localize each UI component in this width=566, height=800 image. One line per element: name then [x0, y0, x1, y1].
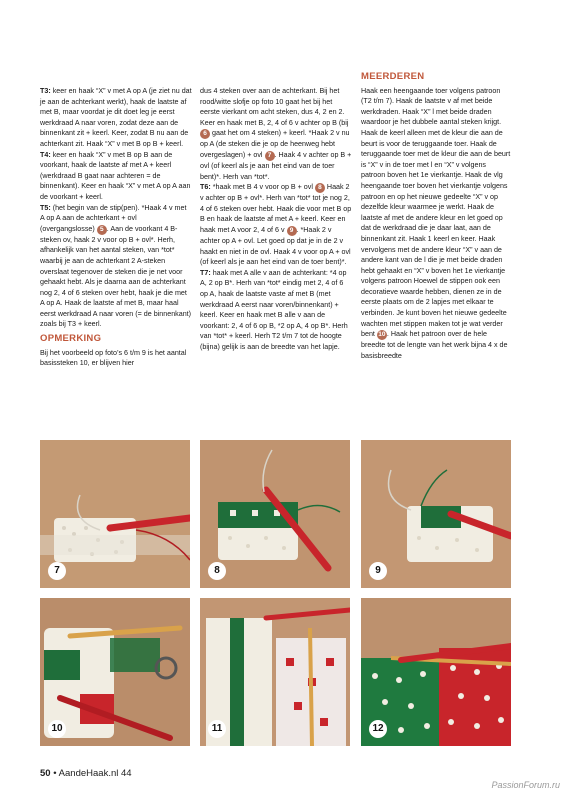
paragraph-t5 [40, 203, 192, 331]
photo-ref-badge: 5 [97, 225, 107, 235]
text-run: *haak met B 4 v voor op B + ovl [210, 183, 315, 192]
text-run: dus 4 steken over aan de achterkant. Bij het rood/witte slofje op foto 10 gaat het bij het eerste vierkant om acht steken, dus 4, 2 en 2. Keer en haak met B, 2, 4 of 6 v achter op B (bij [200, 87, 349, 127]
text-run: . Haak het patroon over de hele breedte tot de lengte van het werk bijna 4 x de basisbreedte [361, 330, 508, 360]
text-run: haak met A alle v aan de achterkant: *4 op A, 2 op B*. Herh van *tot* eindig met 2, 4 of 6 op A, haak de laatste vaste af met B (met werkdraad A eerst naar voren/binnenkant) + keerl. Keer en haak met B alle v aan de voorkant: 2, 4 of 6 op B, *2 op A, 4 op B*. Herh van *tot* + keerl. Herh T2 t/m 7 tot de hoogte (bijna) gelijk is aan de breedte van het lapje. [200, 268, 348, 351]
paragraph-t7 [200, 268, 352, 353]
photo-number-badge: 7 [48, 562, 66, 580]
round-text-t5-cont: . Aan de voorkant 4 B-steken ov, haak 2 v voor op B + ovl*. Herh, afhankelijk van het aantal steken, van *tot* waarbij je aan de achterkant 2 A-steken overslaat tegenover de steken die je net voor gehaakt hebt. Als je daarna aan de achterkant nog 2, 4 of 6 steken over hebt, haak je die met A op A. Haak de laatste af met B, maar haal eerst werkdraad A naar voren (= de binnenkant) zoals bij T3 + keerl. [40, 224, 192, 329]
paragraph-t6 [200, 182, 352, 268]
photo-8 [200, 440, 350, 588]
photo-ref-badge: 10 [378, 331, 386, 339]
text-column-3 [361, 71, 511, 361]
watermark: PassionForum.ru [491, 780, 560, 790]
text-run: . Haak 4 v achter op B + ovl (of keerl als je aan het eind van de toer bent)*. Herh van *tot*. [200, 150, 352, 181]
round-label-t5: T5: [40, 203, 51, 212]
photo-number-badge: 9 [369, 562, 387, 580]
page-footer [40, 768, 132, 779]
section-heading-meerderen: MEERDEREN [361, 71, 425, 82]
round-text-t5: (het begin van de stip(pen). *Haak 4 v met A op A aan de achterkant + ovl (overgangslosse) [40, 203, 187, 233]
round-label-t3: T3: [40, 87, 51, 95]
photo-10 [40, 598, 190, 746]
text-run: gaat het om 4 steken) + keerl. *Haak 2 v nu op A (de steken die je op de heenweg hebt overgeslagen) + ovl [200, 129, 350, 159]
paragraph-intro [200, 86, 352, 182]
photo-11 [200, 598, 350, 746]
photo-number-badge: 12 [369, 720, 387, 738]
photo-number-badge: 11 [208, 720, 226, 738]
round-text-t3: keer en haak “X” v met A op A (je ziet nu dat je aan de achterkant werkt), haak de laatste af met B, maar voordat je dit doet leg je eerst werkdraad A naar voren, zodat deze aan de binnenkant zit + keerl. Keer, zodat B nu aan de achterkant zit. Haak “X” v met B op B + keerl. [40, 87, 192, 148]
text-run: Haak een heengaande toer volgens patroon (T2 t/m 7). Haak de laatste v af met beide werkdraden. Haak “X” l met beide draden waardoor je het dubbele aantal steken krijgt. Haak de keerl alleen met de kleur die aan de beurt is voor de teruggaande toer. Haak de teruggaande toer met de kleur die aan de beurt is “X” v in de toer met l en “X” v volgens patroon boven het 1e vierkantje. Haak de vlg heengaande toer boven het vierkantje volgens patroon en op het nieuwe gedeelte “X” v op dezelfde kleur waarmee je werkt. Haak de laatste af met de andere kleur en let goed op dat de werkdraad die je daar laat, aan de binnenkant zit. Haak 1 keerl en keer. Haak vervolgens met de andere kleur “X” v aan de andere kant van de l die je met beide draden hebt gehaakt en “X” v boven het 1e vierkantje volgens patroon Hoewel de stippen ook een decoratieve waarde hebben, dienen ze in de eerste plaats om de 2 lapjes met elkaar te verbinden. Je kunt boven het nieuwe gedeelte wachten met stippen maken tot je wat verder bent [361, 86, 511, 339]
photo-number-badge: 8 [208, 562, 226, 580]
magazine-issue: AandeHaak.nl 44 [58, 768, 132, 779]
paragraph-t4 [40, 150, 192, 203]
text-run: Haak 2 v achter op B + ovl*. Herh van *tot* tot je nog 2, 4 of 6 steken over hebt. Haak die voor met B op B en haak de laatste af met A + keerl. Keer en haak met A voor 2, 4 of 6 v [200, 183, 352, 234]
photo-9 [361, 440, 511, 588]
text-column-1 [40, 86, 192, 369]
text-run: . *Haak 2 v achter op A + ovl. Let goed op dat je in de 2 v haakt en niet in de ovl. Haak 4 v voor op A + ovl (of keerl als je aan het eind van de toer bent)*. [200, 225, 351, 267]
photo-ref-badge: 9 [287, 226, 297, 236]
photo-12 [361, 598, 511, 746]
section-heading-opmerking: OPMERKING [40, 333, 102, 345]
photo-ref-badge: 6 [200, 129, 210, 139]
round-label-t7: T7: [200, 268, 211, 277]
round-text-t4: keer en haak “X” v met B op B aan de voorkant, haak de laatste af met A + keerl (werkdraad B gaat naar achteren = de binnenkant). Keer en haak “X” v met A op A aan de voorkant + keerl. [40, 150, 191, 201]
photo-ref-badge: 8 [315, 183, 325, 193]
round-label-t4: T4: [40, 150, 51, 159]
paragraph-opmerking: Bij het voorbeeld op foto’s 6 t/m 9 is het aantal basissteken 10, er blijven hier [40, 348, 187, 368]
photo-number-badge: 10 [48, 720, 66, 738]
paragraph-t3 [40, 86, 192, 150]
photo-ref-badge: 7 [265, 151, 275, 161]
paragraph-meerderen [361, 86, 511, 362]
round-label-t6: T6: [200, 183, 211, 192]
footer-bullet: • [53, 768, 57, 779]
photo-7 [40, 440, 190, 588]
page-number: 50 [40, 768, 51, 779]
text-column-2 [200, 86, 352, 352]
